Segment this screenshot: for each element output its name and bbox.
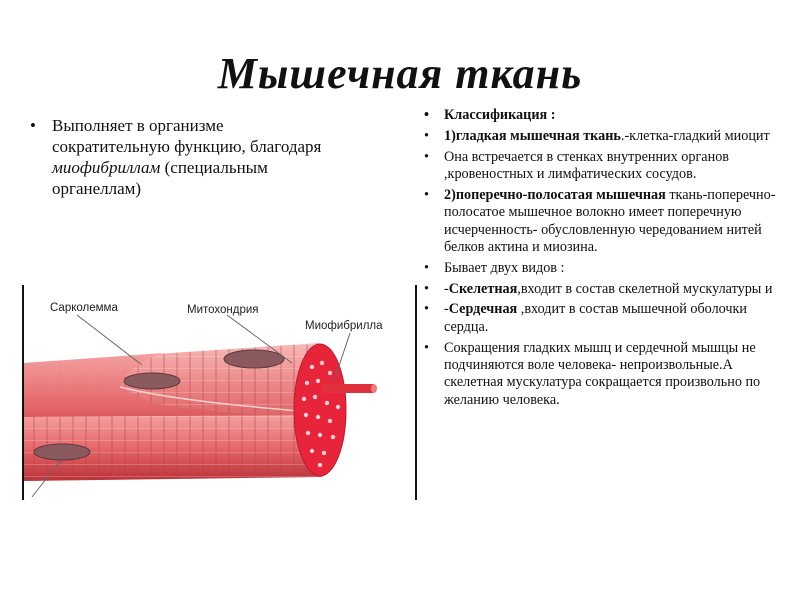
striated-muscle-item — [422, 187, 782, 257]
striated-muscle-text: ткань-поперечно-полосатое мышечное волокно имеет поперечную исчерченность- обусловленную чередованием нитей белков актина и миозина. — [444, 186, 776, 256]
myofibril-rod — [322, 384, 374, 393]
nucleus-3 — [34, 444, 90, 460]
smooth-muscle-item — [422, 128, 782, 145]
cardiac-title: Сердечная — [448, 301, 518, 318]
classification-heading: • Классификация : — [422, 107, 782, 124]
myofibril-term: миофибриллам — [52, 158, 161, 177]
nucleus-1 — [124, 373, 180, 389]
skeletal-text: ,входит в состав скелетной мускулатуры и — [517, 280, 773, 297]
muscle-fiber-illustration — [22, 285, 418, 500]
types-heading: • Бывает двух видов : — [422, 260, 782, 277]
label-mitochondria: Митохондрия — [187, 304, 259, 316]
cardiac-text: ,входит в состав мышечной оболочки сердца. — [444, 301, 748, 335]
function-text-end: (специальным органеллам) — [52, 158, 268, 198]
function-text-start: Выполняет в организме сократительную функцию, благодаря — [52, 116, 322, 156]
right-bullet-list — [422, 107, 782, 413]
function-bullet — [30, 115, 330, 199]
slide-title: Мышечная ткань — [217, 49, 583, 98]
cardiac-item — [422, 301, 782, 336]
smooth-muscle-location: • Она встречается в стенках внутренних органов ,кровеностных и лимфатических сосудов. — [422, 149, 782, 184]
nucleus-2 — [224, 350, 284, 368]
skeletal-item — [422, 281, 782, 298]
left-bullet-list — [30, 115, 330, 199]
cardiac-dash: - — [444, 301, 449, 318]
contraction-summary: • Сокращения гладких мышц и сердечной мышцы не подчиняются воле человека- непроизвольные.А скелетная мускулатура сокращается произвольно по желанию человека. — [422, 340, 782, 410]
label-sarcolemma: Сарколемма — [50, 302, 118, 314]
smooth-muscle-text: .-клетка-гладкий миоцит — [620, 127, 770, 144]
label-myofibril: Миофибрилла — [305, 320, 383, 332]
smooth-muscle-title: 1)гладкая мышечная ткань — [444, 127, 621, 144]
skeletal-dash: - — [444, 280, 449, 297]
striated-muscle-title: 2)поперечно-полосатая мышечная — [444, 186, 666, 203]
skeletal-title: Скелетная — [448, 280, 518, 297]
